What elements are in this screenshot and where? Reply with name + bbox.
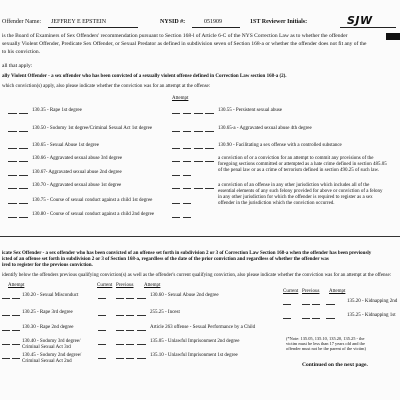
checkbox-blank[interactable] [12,330,20,331]
checkbox-blank[interactable] [19,113,28,114]
checkbox-blank[interactable] [205,188,214,189]
svo-offense-item: 130.75 - Course of sexual conduct against a child 1st degree [32,198,153,203]
checkbox-blank[interactable] [19,161,28,162]
current-blank[interactable] [98,330,106,331]
checkbox-blank[interactable] [8,148,17,149]
checkbox-blank[interactable] [137,358,146,359]
previous-blank[interactable] [126,315,134,316]
current-blank[interactable] [98,315,106,316]
checkbox-blank[interactable] [137,344,146,345]
svo-offense-item: 130.65 - Sexual Abuse 1st degree [32,143,99,148]
checkbox-blank[interactable] [19,217,28,218]
checkbox-blank[interactable] [19,148,28,149]
svo-offense-item: 130.70 - Aggravated sexual abuse 1st degree [32,183,122,188]
svo-attempt-header: Attempt [172,96,189,101]
checkbox-blank[interactable] [205,161,214,162]
checkbox-blank[interactable] [8,188,17,189]
previous-blank[interactable] [312,304,320,305]
svo-other-jurisdiction-line: a conviction of an offense in any other jurisdiction which includes all of the [218,183,370,188]
attempt-blank[interactable] [183,175,191,176]
current-blank[interactable] [98,298,106,299]
pso-offense-item: 130.60 - Sexual Abuse 2nd degree [150,293,219,298]
svo-hate-crime-line: foregoing sections committed or attempted as a hate crime defined in section 485.05 [218,162,387,167]
checkbox-blank[interactable] [205,113,214,114]
attempt-blank[interactable] [183,161,191,162]
pso-offense-item: 130.20 - Sexual Misconduct [22,293,79,298]
intro-line-2: sexually Violent Offender, Predicate Sex Offender, or Sexual Predator as defined in subdivision seven of Section 168-a or whether the offender does not fit any of the [2,41,367,47]
pso-offense-item: 135.20 - Kidnapping 2nd [347,299,398,304]
checkbox-blank[interactable] [8,217,17,218]
pso-offense-item: 255.25 - Incest [150,310,180,315]
reviewer-initials-handwritten: SJW [347,14,373,27]
pso-attempt-header-3: Attempt [329,289,346,294]
svo-other-jurisdiction-line: essential elements of any such felony provided for above or conviction of a felony [218,189,383,194]
svo-instruction: which conviction(s) apply, also please indicate whether the conviction was for an attempt at the offense: [2,84,211,89]
pso-offense-item-cont: Criminal Sexual Act 2nd [22,359,72,364]
checkbox-blank[interactable] [19,203,28,204]
reviewer-initials-line [340,27,396,28]
pso-offense-item: 130.30 - Rape 2nd degree [22,325,74,330]
attempt-blank[interactable] [172,203,180,204]
attempt-blank[interactable] [183,203,191,204]
attempt-blank[interactable] [172,161,180,162]
svo-offense-item: 130.80 - Course of sexual conduct against a child 2nd degree [32,212,155,217]
current-blank[interactable] [98,358,106,359]
attempt-blank[interactable] [172,131,180,132]
previous-blank[interactable] [116,330,124,331]
intro-line-1: is the Board of Examiners of Sex Offenders' recommendation pursuant to Section 168-l of Article 6-C of the NYS Correction Law as to whether the offender [2,33,348,39]
checkbox-blank[interactable] [137,298,146,299]
pso-note-line: (*Note: 135.05, 135.10, 135.20, 135.25 - the [286,336,365,341]
pso-heading-line-2: icted of an offense set forth in subdivision 2 or 3 of Section 168-a, regardless of the date of the prior conviction and regardless of whether the offender was [2,257,329,262]
continued-note: Continued on the next page. [302,362,368,368]
pso-previous-header-3: Previous [302,289,320,294]
svo-offense-item: 130.35 - Rape 1st degree [32,108,82,113]
attempt-blank[interactable] [172,188,180,189]
redaction-bar [386,33,400,40]
pso-instruction: identify below the offenders previous qualifying conviction(s) as well as the offender's current qualifying conviction, also please indicate whether the conviction was for an attempt at the offense: [2,273,392,278]
previous-blank[interactable] [116,298,124,299]
checkbox-blank[interactable] [194,113,203,114]
checkbox-blank[interactable] [194,188,203,189]
checkbox-blank[interactable] [205,131,214,132]
nysid-label: NYSID #: [160,19,186,25]
pso-offense-item: 130.40 - Sodomy 3rd degree/ [22,339,81,344]
checkbox-blank[interactable] [19,188,28,189]
checkbox-blank[interactable] [2,298,10,299]
checkbox-blank[interactable] [205,148,214,149]
svo-offense-item: 130.90 - Facilitating a sex offense with a controlled substance [218,143,342,148]
offender-name-label: Offender Name: [2,19,42,25]
pso-offense-item-cont: Criminal Sexual Act 3rd [22,345,71,350]
checkbox-blank[interactable] [12,298,20,299]
checkbox-blank[interactable] [8,161,17,162]
svo-hate-crime-line: of the penal law or as a crime of terrorism defined in section 490.25 of such law. [218,168,380,173]
attempt-blank[interactable] [172,148,180,149]
previous-blank[interactable] [116,344,124,345]
previous-blank[interactable] [312,318,320,319]
attempt-blank[interactable] [183,113,191,114]
svo-offense-item: 130.67- Aggravated sexual abuse 2nd degree [32,170,122,175]
svo-offense-item: 130.50 - Sodomy 1st degree/Criminal Sexual Act 1st degree [32,126,153,131]
checkbox-blank[interactable] [194,131,203,132]
previous-blank[interactable] [116,315,124,316]
pso-attempt-header-2: Attempt [144,283,161,288]
checkbox-blank[interactable] [326,304,335,305]
attempt-blank[interactable] [183,131,191,132]
section-divider [0,236,400,237]
previous-blank[interactable] [126,358,134,359]
reviewer-initials-label: 1ST Reviewer Initials: [250,19,308,25]
checkbox-blank[interactable] [8,131,17,132]
checkbox-blank[interactable] [12,315,20,316]
previous-blank[interactable] [126,330,134,331]
checkbox-blank[interactable] [19,175,28,176]
pso-attempt-header: Attempt [8,283,25,288]
previous-blank[interactable] [126,344,134,345]
checkbox-blank[interactable] [12,344,20,345]
offender-name-value: JEFFREY E EPSTEIN [51,19,107,25]
previous-blank[interactable] [126,298,134,299]
svo-other-jurisdiction-line: in any other jurisdiction for which the offender is required to register as a sex [218,195,373,200]
checkbox-blank[interactable] [326,318,335,319]
svo-offense-item: 130.66 - Aggravated sexual abuse 3rd degree [32,156,123,161]
pso-offense-item: 135.05 - Unlawful Imprisonment 2nd degree [150,339,240,344]
nysid-line [192,27,240,28]
svo-heading: ally Violent Offender - a sex offender who has been convicted of a sexually violent offense defined in Correction Law section 168-a (2). [2,74,287,79]
checkbox-blank[interactable] [194,161,203,162]
checkbox-blank[interactable] [2,330,10,331]
checkbox-blank[interactable] [2,315,10,316]
checkbox-blank[interactable] [194,148,203,149]
previous-blank[interactable] [302,318,310,319]
svo-hate-crime-line: a conviction of or a conviction for an attempt to commit any provisions of the [218,156,374,161]
pso-offense-item: Article 263 offense - Sexual Performance by a Child [150,325,256,330]
attempt-blank[interactable] [183,217,191,218]
pso-note-line: offender must not be the parent of the victim) [286,346,366,351]
checkbox-blank[interactable] [137,315,146,316]
checkbox-blank[interactable] [2,344,10,345]
svo-offense-item: 130.55 - Persistent sexual abuse [218,108,283,113]
checkbox-blank[interactable] [8,203,17,204]
svo-offense-item: 130.65-a - Aggravated sexual abuse 4th degree [218,126,312,131]
checkbox-blank[interactable] [12,358,20,359]
nysid-value: 051909 [204,19,222,25]
checkbox-blank[interactable] [137,330,146,331]
intro-line-3: to his conviction. [2,49,41,55]
checkbox-blank[interactable] [19,131,28,132]
previous-blank[interactable] [302,304,310,305]
pso-offense-item: 130.45 - Sodomy 2nd degree/ [22,353,82,358]
pso-offense-item: 130.25 - Rape 3rd degree [22,310,73,315]
attempt-blank[interactable] [183,188,191,189]
check-all-instruction: all that apply: [2,63,33,69]
attempt-blank[interactable] [183,148,191,149]
attempt-blank[interactable] [172,217,180,218]
pso-current-header: Current [97,283,113,288]
pso-current-header-3: Current [283,289,299,294]
pso-offense-item: 135.10 - Unlawful Imprisonment 1st degree [150,353,238,358]
pso-note-line: victim must be less than 17 years old and the [286,341,365,346]
offender-name-line [48,27,138,28]
checkbox-blank[interactable] [8,175,17,176]
current-blank[interactable] [283,318,291,319]
checkbox-blank[interactable] [8,113,17,114]
svo-other-jurisdiction-line: offender in the jurisdiction which the conviction occurred. [218,201,335,206]
checkbox-blank[interactable] [2,358,10,359]
previous-blank[interactable] [116,358,124,359]
attempt-blank[interactable] [172,175,180,176]
pso-heading-line-1: icate Sex Offender - a sex offender who has been convicted of an offense set forth in subdivision 2 or 3 of Correction Law Section 168-a when the offender has been previously [2,251,372,256]
attempt-blank[interactable] [172,113,180,114]
current-blank[interactable] [98,344,106,345]
current-blank[interactable] [283,304,291,305]
pso-previous-header: Previous [116,283,134,288]
pso-offense-item: 135.25 - Kidnapping 1st [347,313,396,318]
pso-heading-line-3: ired to register for the previous conviction. [2,263,93,268]
